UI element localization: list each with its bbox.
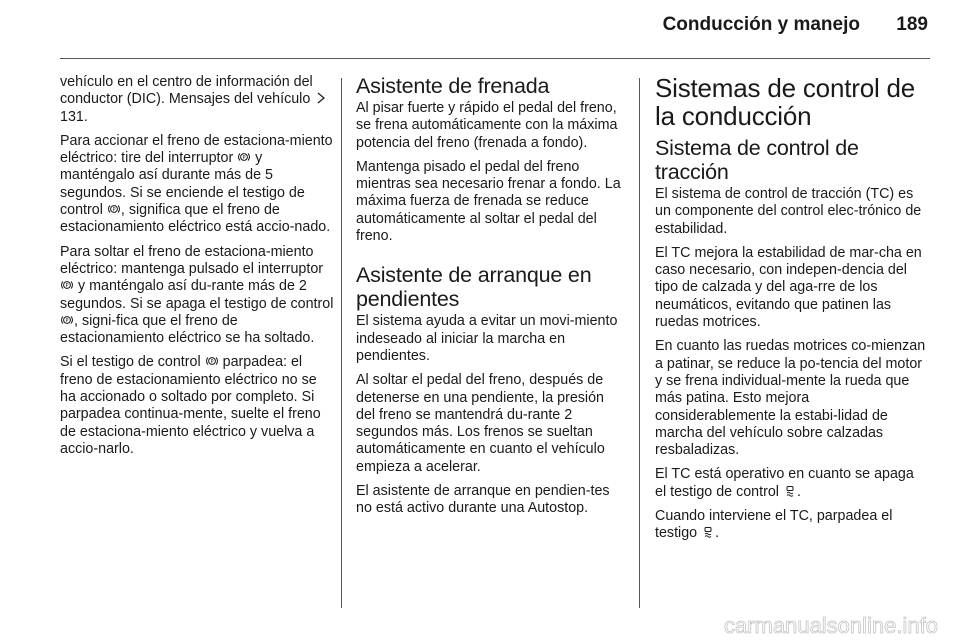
header-rule <box>60 58 930 59</box>
paragraph: El sistema de control de tracción (TC) es un componente del control elec-trónico de estabilidad. <box>655 186 922 237</box>
text: . <box>796 483 801 500</box>
svg-text:P: P <box>112 207 116 214</box>
paragraph <box>655 508 927 543</box>
svg-text:P: P <box>242 155 246 162</box>
paragraph: Al soltar el pedal del freno, después de detenerse en una pendiente, la presión del freno se mantendrá du-rante 2 segundos más. Los frenos se sueltan automáticamente en cuanto el vehículo empieza a acelerar. <box>356 372 605 475</box>
parking-brake-icon <box>108 203 120 215</box>
paragraph: El TC mejora la estabilidad de mar-cha en caso necesario, con indepen-dencia del tipo de calzada y del aga-rre de los neumáticos, evitando que patinen las ruedas motrices. <box>655 244 922 331</box>
page-number: 189 <box>896 14 928 35</box>
column-1 <box>60 74 334 465</box>
text: , signi-fica que el freno de estacionamiento eléctrico se ha soltado. <box>60 312 315 347</box>
text: El TC está operativo en cuanto se apaga el testigo de control <box>655 466 914 500</box>
parking-brake-icon <box>206 355 218 367</box>
paragraph: En cuanto las ruedas motrices co-mienzan a patinar, se reduce la po-tencia del motor y se frena individual-mente la rueda que más patina. Esto mejora considerablemente la estabi-lidad de marcha del vehículo sobre calzadas resbaladizas. <box>655 338 926 459</box>
column-2 <box>356 74 626 525</box>
text: vehículo en el centro de información del conductor (DIC). Mensajes del vehículo <box>60 74 315 108</box>
reference-arrow-icon <box>315 92 327 104</box>
parking-brake-icon <box>238 151 250 163</box>
paragraph: Mantenga pisado el pedal del freno mientras sea necesario frenar a fondo. La máxima fuerza de frenada se reduce automáticamente al soltar el pedal del freno. <box>356 158 621 245</box>
page-reference-link[interactable]: 131. <box>60 108 88 125</box>
text: Para accionar el freno de estaciona-miento eléctrico: tire del interruptor <box>60 132 333 167</box>
text: y manténgalo así du-rante más de 2 segundos. Si se apaga el testigo de control <box>60 278 334 312</box>
column-divider-1 <box>341 78 342 608</box>
text: y manténgalo así durante más de 5 segundos. Si se enciende el testigo de control <box>60 150 305 219</box>
traction-control-icon <box>702 526 714 538</box>
heading-driving-control-systems: Sistemas de control de la conducción <box>655 73 916 131</box>
parking-brake-icon <box>61 314 73 326</box>
text: . <box>715 525 720 542</box>
paragraph: El sistema ayuda a evitar un movi-miento indeseado al iniciar la marcha en pendientes. <box>356 313 618 364</box>
svg-text:P: P <box>65 317 69 324</box>
heading-brake-assist: Asistente de frenada <box>356 74 550 98</box>
watermark <box>650 612 940 638</box>
paragraph <box>655 466 927 501</box>
traction-control-icon <box>784 485 796 497</box>
text: Si el testigo de control <box>60 354 205 371</box>
paragraph <box>60 133 334 237</box>
column-3 <box>655 74 927 550</box>
heading-hill-start-assist: Asistente de arranque en pendientes <box>356 263 592 312</box>
column-divider-2 <box>639 78 640 608</box>
header-title: Conducción y manejo <box>662 14 860 35</box>
text: Para soltar el freno de estaciona-miento eléctrico: mantenga pulsado el interruptor <box>60 243 324 277</box>
text: , significa que el freno de estacionamiento eléctrico está accio-nado. <box>60 202 331 236</box>
paragraph <box>60 354 334 458</box>
parking-brake-icon <box>61 279 73 291</box>
svg-text:P: P <box>65 283 69 290</box>
paragraph <box>60 244 334 348</box>
paragraph: El asistente de arranque en pendien-tes no está activo durante una Autostop. <box>356 483 610 517</box>
paragraph: Al pisar fuerte y rápido el pedal del freno, se frena automáticamente con la máxima potencia del freno (frenada a fondo). <box>356 100 618 151</box>
watermark-text: carmanualsonline.info <box>723 613 938 638</box>
paragraph <box>60 74 334 126</box>
text: parpadea: el freno de estacionamiento eléctrico no se ha accionado o soltado por completo. Si parpadea continua-mente, suelte el freno de estaciona-miento eléctrico y vuelva a accio-narlo. <box>60 354 321 457</box>
text: Cuando interviene el TC, parpadea el testigo <box>655 508 893 542</box>
svg-text:P: P <box>210 359 214 366</box>
heading-traction-control: Sistema de control de tracción <box>655 136 859 184</box>
